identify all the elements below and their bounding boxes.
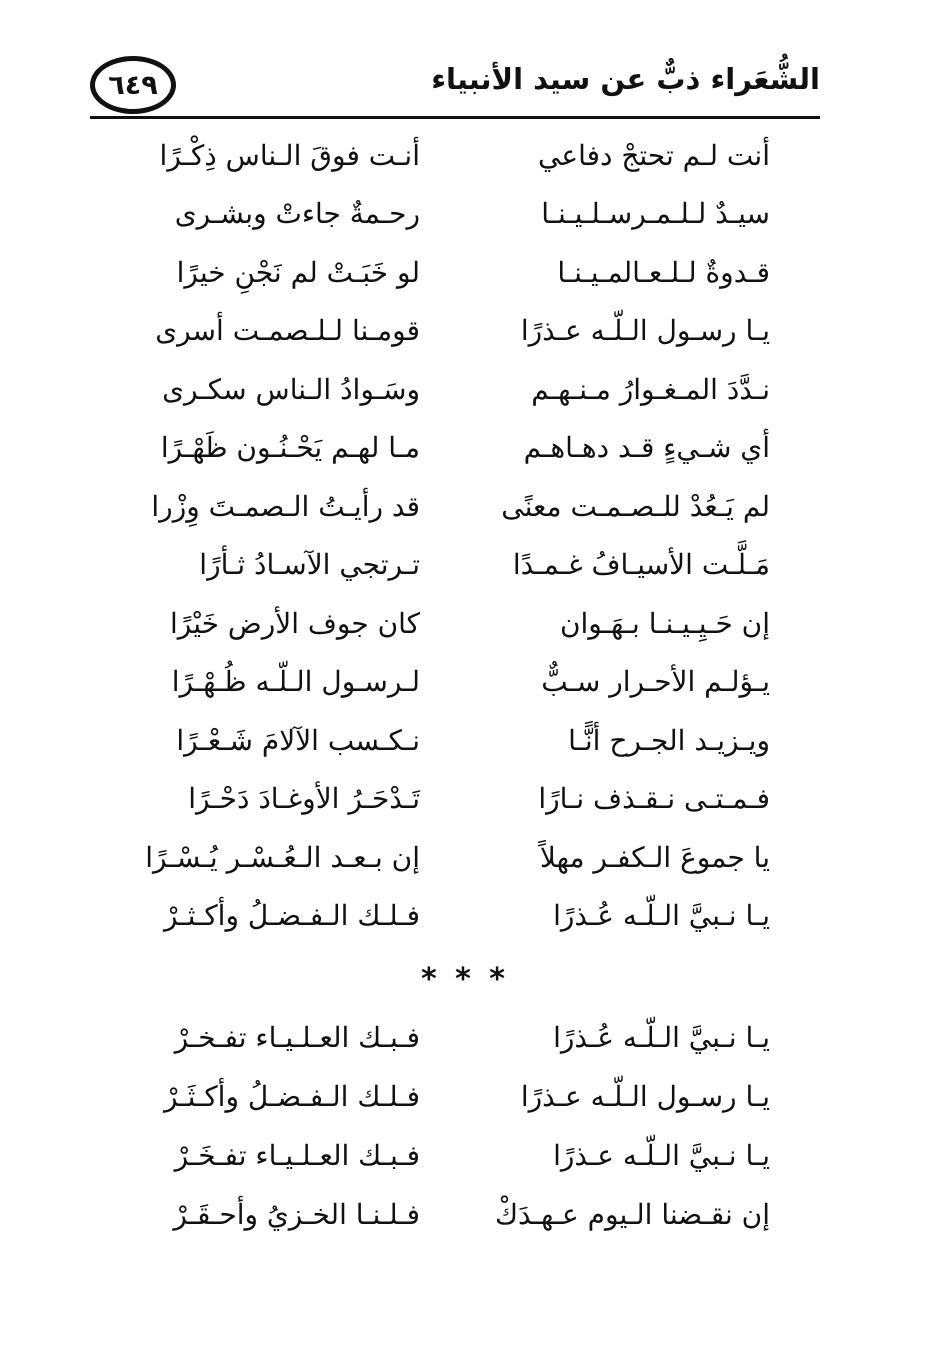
verse-line: [150, 594, 770, 653]
verse-line: [150, 770, 770, 829]
second-hemistich: قد رأيـتُ الـصمـتَ وِزْرا: [151, 489, 420, 523]
second-hemistich: قومـنا لـلـصمـت أسرى: [155, 314, 420, 348]
first-hemistich: إن نقـضنا الـيوم عـهـدَكْ: [494, 1198, 770, 1231]
second-hemistich: فـلـك الـفـضـلُ وأكـثـرْ: [164, 899, 420, 933]
verse-line: [150, 887, 770, 946]
first-hemistich: يـا نـبيَّ الـلّـه عُـذرًا: [553, 899, 770, 933]
verse-line: [150, 419, 770, 478]
second-hemistich: مـا لهـم يَحْـنُـون ظَهْـرًا: [160, 431, 420, 465]
first-hemistich: يـؤلـم الأحـرار سـبٌّ: [541, 665, 770, 699]
verse-line: [150, 302, 770, 361]
second-hemistich: لـرسـول الـلّـه ظُـهْـرًا: [171, 665, 420, 699]
second-hemistich: لو خَبَـتْ لم نَجْنِ خيرًا: [176, 255, 420, 289]
poem-section-1: [145, 126, 770, 945]
first-hemistich: أنت لـم تحتجْ دفاعي: [538, 138, 770, 172]
page-number: ٦٤٩: [90, 56, 176, 114]
second-hemistich: فـلـنـا الخـزيُ وأحـقَـرْ: [173, 1198, 420, 1231]
poem-section-2: [150, 1008, 770, 1244]
verse-line: [150, 1185, 770, 1244]
verse-line: [150, 1067, 770, 1126]
verse-line: [145, 828, 770, 887]
second-hemistich: نـكـسب الآلامَ شَـعْـرًا: [176, 723, 420, 757]
verse-line: [150, 536, 770, 595]
verse-line: [150, 243, 770, 302]
header-rule: [90, 116, 820, 119]
first-hemistich: سيـدٌ لـلـمـرسـلـيـنـا: [541, 197, 770, 231]
verse-line: [150, 711, 770, 770]
first-hemistich: أي شـيءٍ قـد دهـاهـم: [523, 431, 770, 465]
first-hemistich: يا جموعَ الـكفـر مهلاً: [539, 840, 770, 874]
first-hemistich: ويـزيـد الجـرح أنًّـا: [568, 723, 770, 757]
verse-line: [150, 185, 770, 244]
second-hemistich: إن بـعـد الـعُـسْـر يُـسْـرًا: [145, 840, 420, 874]
section-separator: * * *: [421, 962, 509, 997]
first-hemistich: يـا رسـول الـلّـه عـذرًا: [520, 314, 770, 348]
first-hemistich: يـا نـبيَّ الـلّـه عـذرًا: [553, 1139, 770, 1172]
verse-line: [150, 1008, 770, 1067]
page-header: [90, 48, 820, 122]
verse-line: [150, 126, 770, 185]
first-hemistich: يـا رسـول الـلّـه عـذرًا: [520, 1080, 770, 1113]
verse-line: [150, 477, 770, 536]
first-hemistich: لم يَـعُدْ للـصـمـت معنًى: [501, 489, 770, 523]
first-hemistich: يـا نـبيَّ الـلّـه عُـذرًا: [553, 1021, 770, 1054]
running-title: الشُّعَراء ذبٌّ عن سيد الأنبياء: [431, 62, 820, 96]
second-hemistich: فـبـك العـلـيـاء تفـخَـرْ: [174, 1139, 420, 1172]
verse-line: [150, 653, 770, 712]
second-hemistich: وسَـوادُ الـناس سكـرى: [162, 372, 420, 406]
first-hemistich: فـمـتـى نـقـذف نـارًا: [538, 782, 770, 816]
second-hemistich: فـبـك العـلـيـاء تفـخـرْ: [174, 1021, 420, 1054]
second-hemistich: كان جوف الأرض خَيْرًا: [169, 606, 420, 640]
first-hemistich: قـدوةٌ لـلـعـالمـيـنـا: [557, 255, 770, 289]
second-hemistich: رحـمةٌ جاءتْ وبشـرى: [174, 197, 420, 231]
second-hemistich: أنـت فوقَ الـناس ذِكْـرًا: [159, 138, 420, 172]
second-hemistich: فـلـك الـفـضـلُ وأكـثَـرْ: [164, 1080, 420, 1113]
first-hemistich: إن حَـيِـيـنـا بـهَـوان: [559, 606, 770, 640]
first-hemistich: نـدَّدَ المـغـوارُ مـنـهـم: [531, 372, 770, 406]
verse-line: [150, 360, 770, 419]
verse-line: [150, 1126, 770, 1185]
second-hemistich: تَـدْحَـرُ الأوغـادَ دَحْـرًا: [188, 782, 420, 816]
first-hemistich: مَـلَّـت الأسيـافُ غـمـدًا: [512, 548, 770, 582]
second-hemistich: تـرتجي الآسـادُ ثـأرًا: [199, 548, 420, 582]
